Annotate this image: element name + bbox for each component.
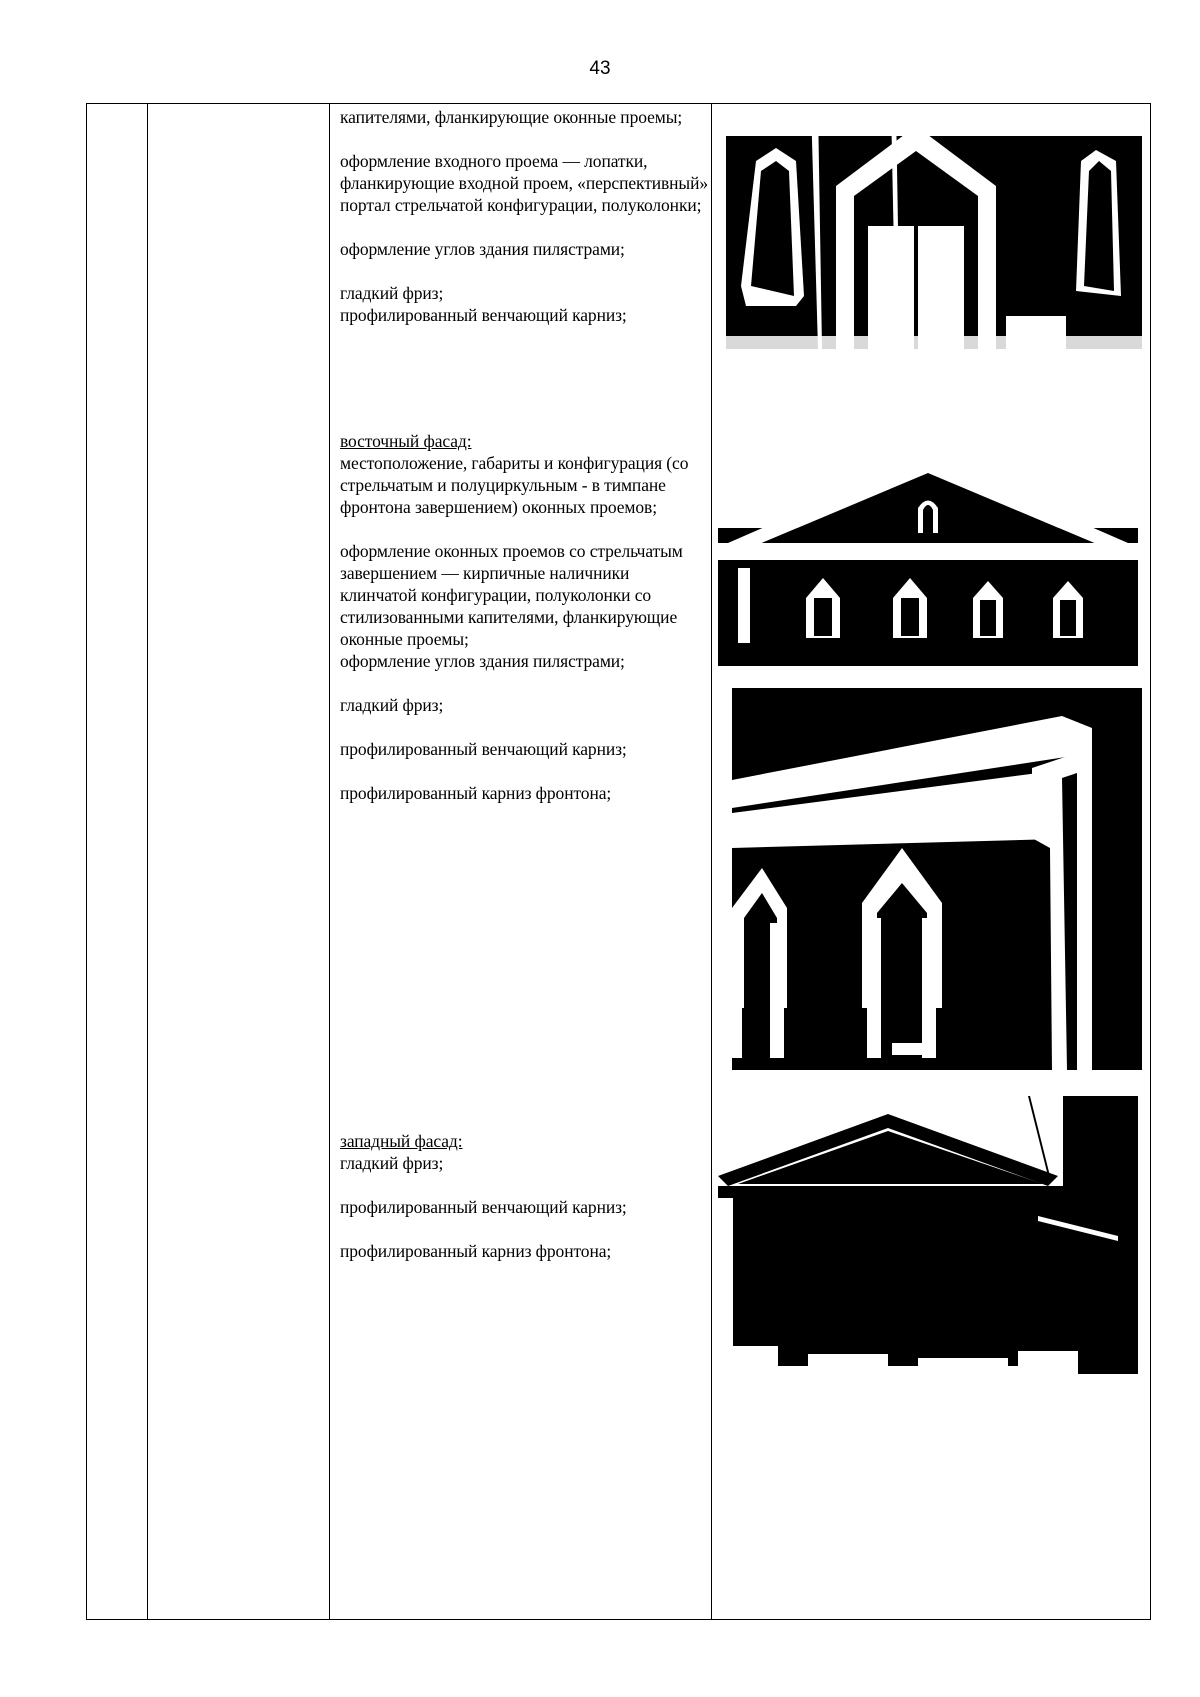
text-line: гладкий фриз;: [340, 283, 444, 303]
text-line: оформление оконных проемов со стрельчатым завершением — кирпичные наличники клинчатой конфигурации, полуколонки со стилизованными капителями, фланкирующие оконные проемы;: [340, 541, 683, 649]
page-number: 43: [589, 58, 611, 79]
text-line: местоположение, габариты и конфигурация (со стрельчатым и полуциркульным - в тимпане фронтона завершением) оконных проемов;: [340, 453, 689, 517]
east-facade-photo: [718, 448, 1138, 666]
text-line: профилированный карниз фронтона;: [340, 1241, 612, 1261]
east-facade-text: [340, 430, 710, 804]
east-facade-detail-photo: [732, 688, 1142, 1070]
text-line: профилированный венчающий карниз;: [340, 305, 627, 325]
text-line: оформление углов здания пилястрами;: [340, 239, 625, 259]
text-line: профилированный карниз фронтона;: [340, 783, 612, 803]
text-line: оформление углов здания пилястрами;: [340, 651, 625, 671]
west-facade-photo: [718, 1096, 1138, 1374]
text-line: профилированный венчающий карниз;: [340, 1197, 627, 1217]
text-line: профилированный венчающий карниз;: [340, 739, 627, 759]
west-facade-text: [340, 1130, 710, 1262]
text-line: капителями, фланкирующие оконные проемы;: [340, 107, 683, 127]
column-divider: [147, 104, 148, 1619]
section-heading: западный фасад:: [340, 1131, 463, 1151]
text-line: оформление входного проема — лопатки, фланкирующие входной проем, «перспективный» портал стрельчатой конфигурации, полуколонки;: [340, 151, 709, 215]
main-entrance-text: [340, 106, 710, 326]
column-divider: [711, 104, 712, 1619]
column-divider: [329, 104, 330, 1619]
text-line: гладкий фриз;: [340, 695, 444, 715]
section-heading: восточный фасад:: [340, 431, 472, 451]
text-line: гладкий фриз;: [340, 1153, 444, 1173]
entrance-photo: [726, 106, 1142, 349]
